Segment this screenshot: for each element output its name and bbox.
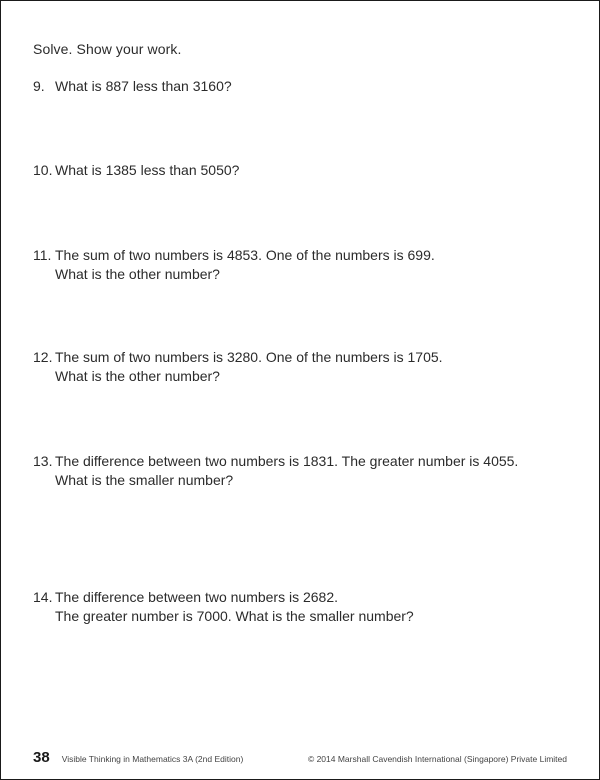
question-text: What is 1385 less than 5050? — [55, 162, 240, 178]
question-line — [33, 348, 443, 367]
question-13 — [33, 452, 518, 490]
question-text-line2: What is the other number? — [55, 368, 220, 384]
question-text-line2: What is the smaller number? — [55, 472, 234, 488]
question-text: The difference between two numbers is 2682. — [55, 589, 339, 605]
question-number: 13. — [33, 453, 53, 469]
question-line — [33, 452, 518, 471]
question-line — [33, 161, 239, 180]
question-number: 9. — [33, 78, 45, 94]
question-text-line2: What is the other number? — [55, 266, 220, 282]
instructions: Solve. Show your work. — [33, 41, 182, 57]
page-footer — [33, 749, 567, 767]
question-text: What is 887 less than 3160? — [55, 78, 232, 94]
question-10 — [33, 161, 239, 180]
question-number: 12. — [33, 349, 53, 365]
question-line — [33, 246, 435, 265]
question-11 — [33, 246, 435, 284]
question-number: 11. — [33, 247, 52, 263]
question-9 — [33, 77, 232, 96]
page-number: 38 — [33, 749, 50, 766]
question-text-line2: The greater number is 7000. What is the smaller number? — [55, 608, 414, 624]
question-text: The sum of two numbers is 4853. One of the numbers is 699. — [55, 247, 435, 263]
copyright-notice: © 2014 Marshall Cavendish International (Singapore) Private Limited — [307, 754, 567, 764]
question-14 — [33, 588, 414, 626]
question-number: 10. — [33, 162, 53, 178]
question-line — [33, 77, 232, 96]
question-text: The sum of two numbers is 3280. One of the numbers is 1705. — [55, 349, 443, 365]
question-number: 14. — [33, 589, 53, 605]
question-text: The difference between two numbers is 1831. The greater number is 4055. — [55, 453, 519, 469]
question-12 — [33, 348, 443, 386]
book-title: Visible Thinking in Mathematics 3A (2nd Edition) — [61, 754, 244, 764]
question-line — [33, 588, 414, 607]
